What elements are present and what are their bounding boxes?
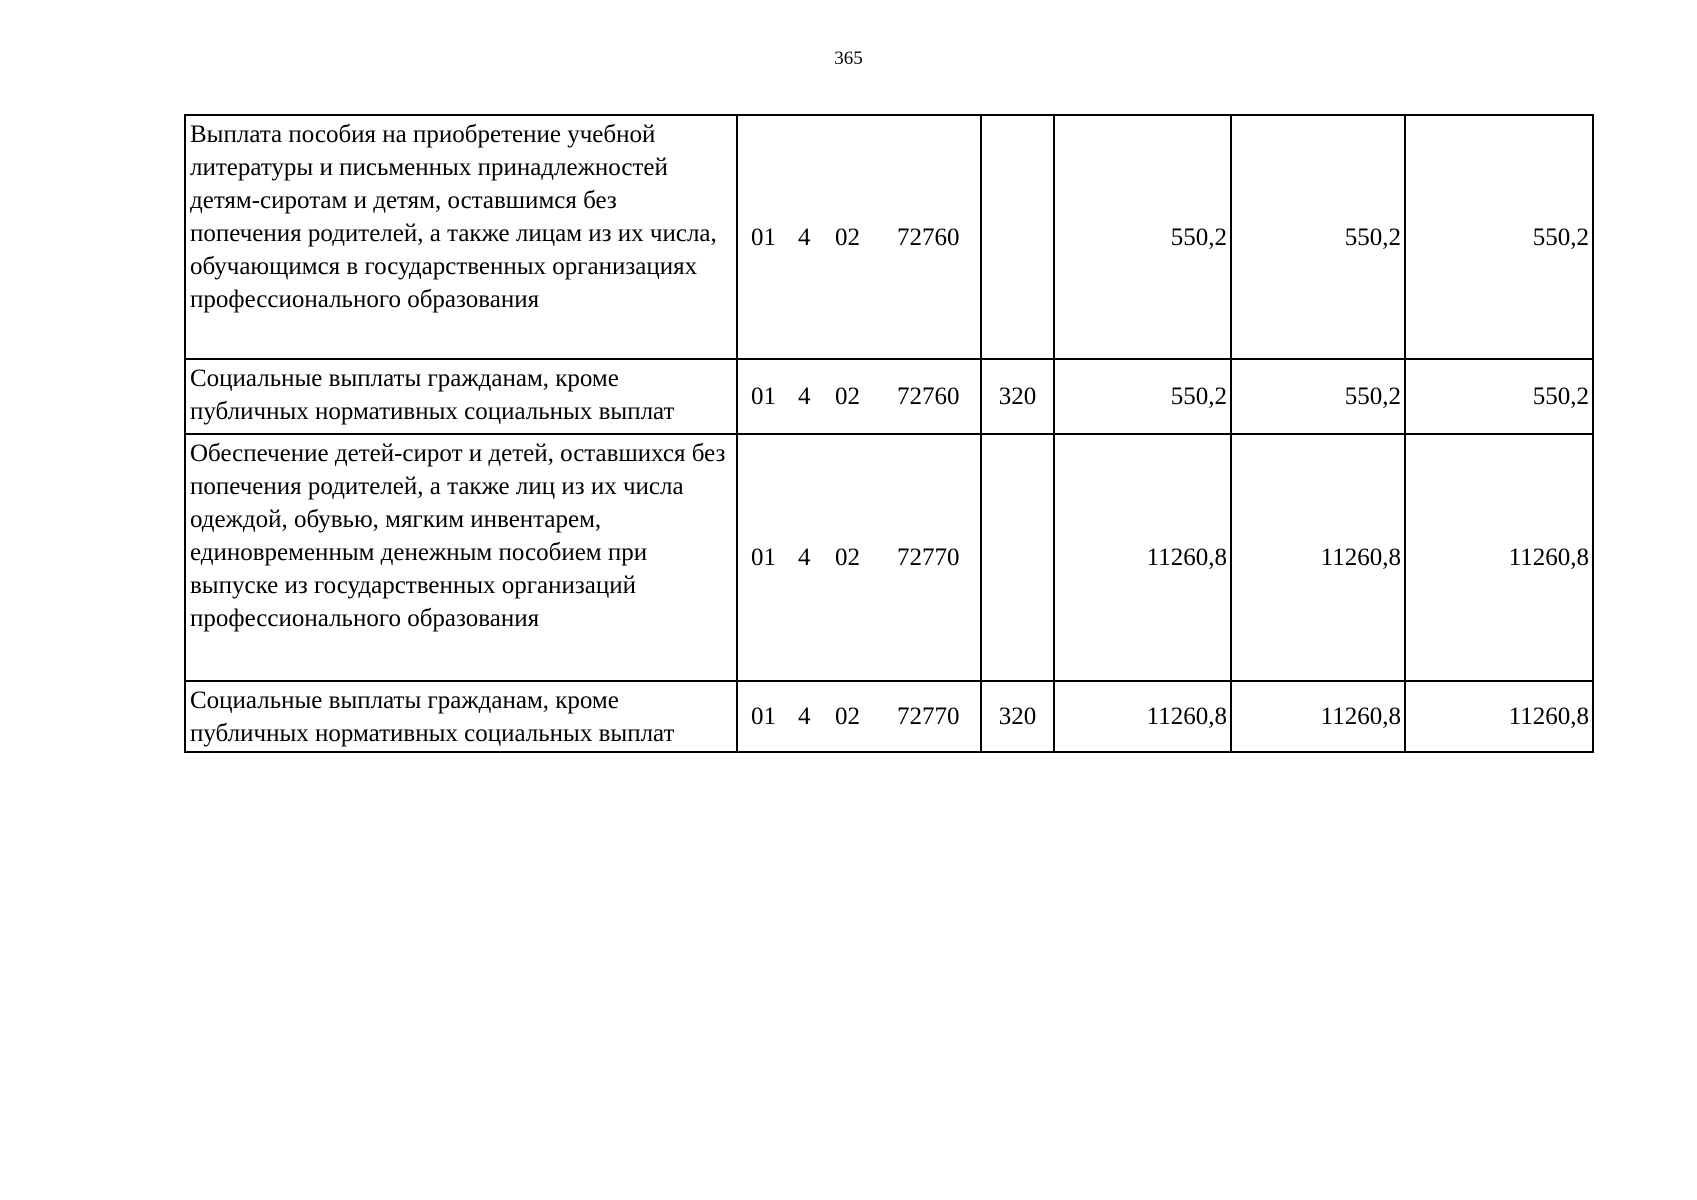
table-row	[185, 115, 1593, 359]
amount-cell-1: 550,2	[1054, 115, 1231, 359]
direction-code: 72770	[897, 544, 960, 571]
amount-cell-1: 550,2	[1054, 359, 1231, 434]
expense-type-cell: 320	[981, 359, 1054, 434]
direction-code: 72770	[897, 703, 960, 730]
subprogram-code: 4	[798, 223, 811, 251]
row-name-cell: Социальные выплаты гражданам, кроме публичных нормативных социальных выплат	[185, 359, 737, 434]
row-name-cell: Обеспечение детей-сирот и детей, оставшихся без попечения родителей, а также лиц из их числа одеждой, обувью, мягким инвентарем, единовременным денежным пособием при выпуске из государственных организаций профессионального образования	[185, 434, 737, 681]
program-code: 01	[751, 223, 776, 251]
direction-code: 72760	[897, 383, 960, 410]
expense-type-cell: 320	[981, 681, 1054, 752]
amount-cell-1: 11260,8	[1054, 681, 1231, 752]
row-code-cell	[737, 359, 981, 434]
subprogram-code: 4	[798, 383, 811, 410]
table-row	[185, 681, 1593, 752]
amount-cell-3: 11260,8	[1405, 681, 1593, 752]
expense-type-cell	[981, 434, 1054, 681]
budget-table	[184, 114, 1594, 753]
amount-cell-2: 11260,8	[1231, 434, 1405, 681]
program-code: 01	[751, 383, 776, 410]
subprogram-code: 4	[798, 703, 811, 730]
table-row	[185, 434, 1593, 681]
amount-cell-3: 550,2	[1405, 115, 1593, 359]
row-name-cell: Выплата пособия на приобретение учебной литературы и письменных принадлежностей детям-сиротам и детям, оставшимся без попечения родителей, а также лицам из их числа, обучающимся в государственных организациях профессионального образования	[185, 115, 737, 359]
main-event-code: 02	[835, 383, 860, 410]
main-event-code: 02	[835, 544, 860, 571]
row-code-cell	[737, 115, 981, 359]
table-row	[185, 359, 1593, 434]
page-number: 365	[834, 48, 863, 69]
main-event-code: 02	[835, 223, 860, 251]
amount-cell-2: 11260,8	[1231, 681, 1405, 752]
row-name-cell: Социальные выплаты гражданам, кроме публичных нормативных социальных выплат	[185, 681, 737, 752]
subprogram-code: 4	[798, 544, 811, 571]
program-code: 01	[751, 544, 776, 571]
row-code-cell	[737, 434, 981, 681]
amount-cell-1: 11260,8	[1054, 434, 1231, 681]
main-event-code: 02	[835, 703, 860, 730]
amount-cell-3: 11260,8	[1405, 434, 1593, 681]
amount-cell-3: 550,2	[1405, 359, 1593, 434]
program-code: 01	[751, 703, 776, 730]
expense-type-cell	[981, 115, 1054, 359]
direction-code: 72760	[897, 223, 960, 251]
amount-cell-2: 550,2	[1231, 359, 1405, 434]
amount-cell-2: 550,2	[1231, 115, 1405, 359]
row-code-cell	[737, 681, 981, 752]
